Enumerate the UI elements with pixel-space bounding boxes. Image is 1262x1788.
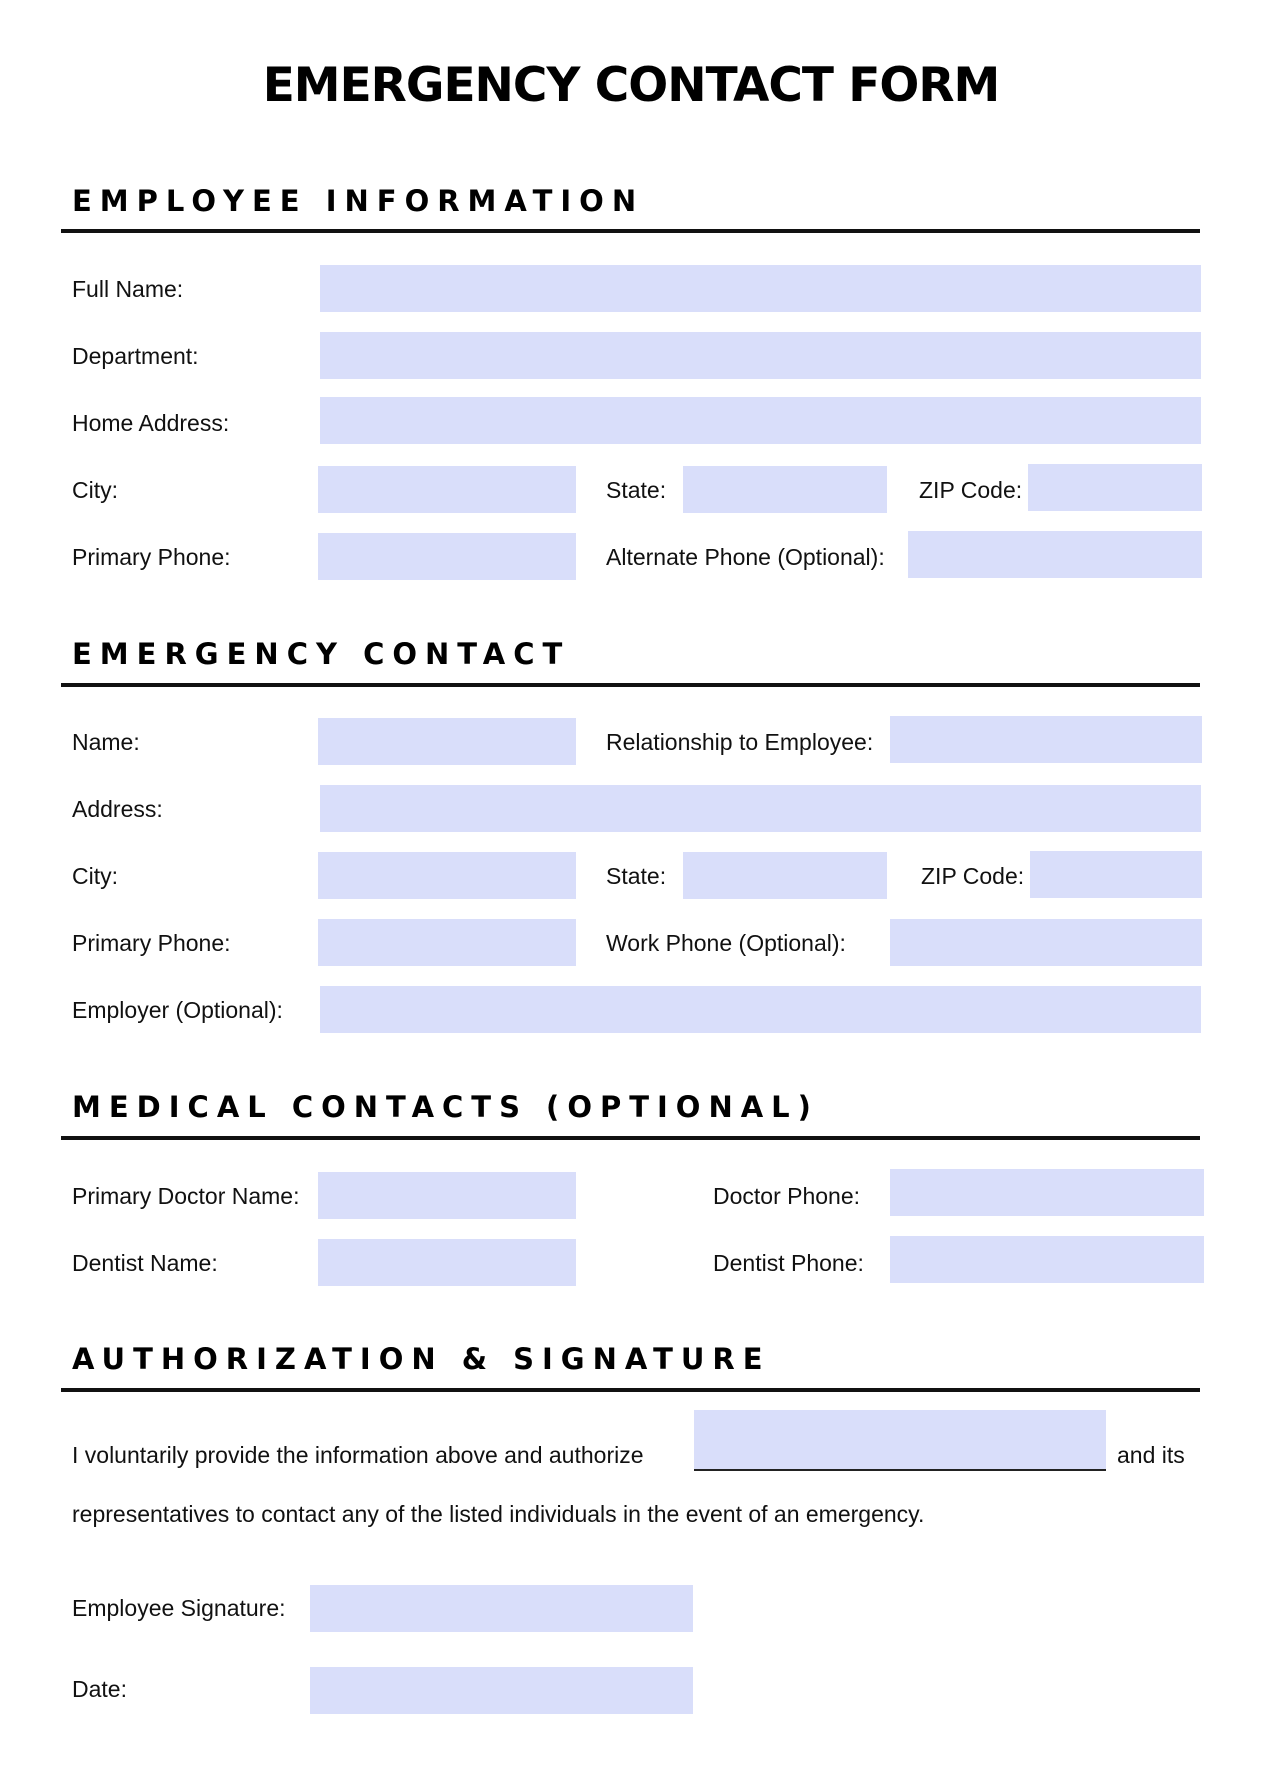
home-address-label: Home Address: xyxy=(72,410,230,436)
employee-zip-label: ZIP Code: xyxy=(919,477,1023,503)
authorization-text-end: and its xyxy=(1117,1442,1185,1468)
employer-label: Employer (Optional): xyxy=(72,997,283,1023)
dentist-phone-field[interactable] xyxy=(890,1236,1204,1283)
date-label: Date: xyxy=(72,1676,127,1702)
authorization-text-line2: representatives to contact any of the listed individuals in the event of an emergency. xyxy=(72,1501,925,1527)
employee-city-label: City: xyxy=(72,477,118,503)
emergency-city-label: City: xyxy=(72,863,118,889)
employee-department-field[interactable] xyxy=(320,332,1201,379)
employee-primary-phone-field[interactable] xyxy=(318,533,576,580)
emergency-zip-label: ZIP Code: xyxy=(921,863,1025,889)
employee-state-label: State: xyxy=(606,477,667,503)
section-divider xyxy=(61,1136,1200,1140)
employee-primary-phone-label: Primary Phone: xyxy=(72,544,231,570)
section-heading-employee: EMPLOYEE INFORMATION xyxy=(72,184,645,218)
date-field[interactable] xyxy=(310,1667,693,1714)
employee-alternate-phone-field[interactable] xyxy=(908,531,1202,578)
emergency-zip-field[interactable] xyxy=(1030,851,1202,898)
employee-signature-field[interactable] xyxy=(310,1585,693,1632)
emergency-state-field[interactable] xyxy=(683,852,887,899)
emergency-employer-field[interactable] xyxy=(320,986,1201,1033)
relationship-label: Relationship to Employee: xyxy=(606,729,874,755)
employee-zip-field[interactable] xyxy=(1028,464,1202,511)
department-label: Department: xyxy=(72,343,199,369)
page-title: EMERGENCY CONTACT FORM xyxy=(262,58,1000,113)
employee-full-name-field[interactable] xyxy=(320,265,1201,312)
doctor-phone-label: Doctor Phone: xyxy=(713,1183,861,1209)
dentist-phone-label: Dentist Phone: xyxy=(713,1250,864,1276)
section-divider xyxy=(61,229,1200,233)
doctor-phone-field[interactable] xyxy=(890,1169,1204,1216)
emergency-name-field[interactable] xyxy=(318,718,576,765)
section-heading-medical: MEDICAL CONTACTS (OPTIONAL) xyxy=(72,1090,819,1124)
doctor-name-field[interactable] xyxy=(318,1172,576,1219)
emergency-city-field[interactable] xyxy=(318,852,576,899)
emergency-work-phone-field[interactable] xyxy=(890,919,1202,966)
work-phone-label: Work Phone (Optional): xyxy=(606,930,846,956)
company-name-field[interactable] xyxy=(694,1410,1106,1471)
section-heading-emergency: EMERGENCY CONTACT xyxy=(72,637,571,671)
emergency-primary-phone-label: Primary Phone: xyxy=(72,930,231,956)
authorization-text-start: I voluntarily provide the information above and authorize xyxy=(72,1442,644,1468)
full-name-label: Full Name: xyxy=(72,276,184,302)
emergency-name-label: Name: xyxy=(72,729,140,755)
emergency-primary-phone-field[interactable] xyxy=(318,919,576,966)
emergency-state-label: State: xyxy=(606,863,667,889)
emergency-relationship-field[interactable] xyxy=(890,716,1202,763)
dentist-name-label: Dentist Name: xyxy=(72,1250,218,1276)
doctor-name-label: Primary Doctor Name: xyxy=(72,1183,300,1209)
section-divider xyxy=(61,1388,1200,1392)
emergency-address-label: Address: xyxy=(72,796,163,822)
employee-city-field[interactable] xyxy=(318,466,576,513)
signature-label: Employee Signature: xyxy=(72,1595,286,1621)
dentist-name-field[interactable] xyxy=(318,1239,576,1286)
alternate-phone-label: Alternate Phone (Optional): xyxy=(606,544,885,570)
emergency-address-field[interactable] xyxy=(320,785,1201,832)
employee-home-address-field[interactable] xyxy=(320,397,1201,444)
employee-state-field[interactable] xyxy=(683,466,887,513)
section-divider xyxy=(61,683,1200,687)
section-heading-authorization: AUTHORIZATION & SIGNATURE xyxy=(72,1342,771,1376)
